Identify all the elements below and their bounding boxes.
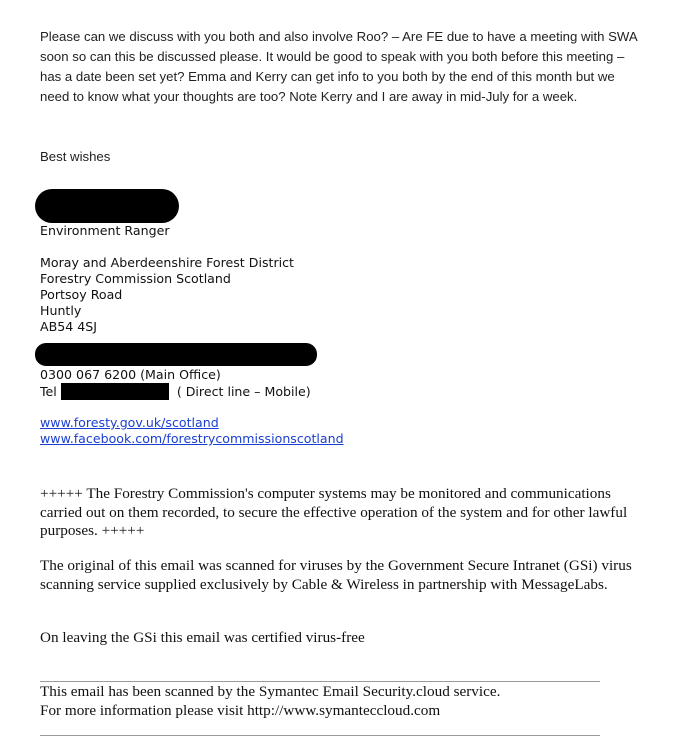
email-body: Please can we discuss with you both and also involve Roo? – Are FE due to have a meeting with SWA soon so can this be discussed please. It would be good to speak with you both before this meeting – has a date been set yet? Emma and Kerry can get info to you both by the end of this month but we need to know what your thoughts are too? Note Kerry and I are away in mid-July for a week. <box>40 29 637 104</box>
redacted-phone <box>61 383 169 400</box>
virus-free-notice: On leaving the GSi this email was certified virus-free <box>40 629 365 646</box>
address-line: Portsoy Road <box>40 287 123 302</box>
footer-divider-bottom <box>40 735 600 736</box>
redacted-contact <box>35 343 317 366</box>
address-line: Forestry Commission Scotland <box>40 271 231 286</box>
address-line: Huntly <box>40 303 82 318</box>
signature-phones <box>40 367 311 400</box>
phone-main: 0300 067 6200 (Main Office) <box>40 367 221 382</box>
tel-suffix: ( Direct line – Mobile) <box>176 383 311 399</box>
redacted-name <box>35 189 179 223</box>
address-line: Moray and Aberdeenshire Forest District <box>40 255 294 270</box>
closing: Best wishes <box>40 149 111 164</box>
website-link[interactable]: www.foresty.gov.uk/scotland <box>40 415 219 430</box>
address-line: AB54 4SJ <box>40 319 98 334</box>
monitoring-notice: +++++ The Forestry Commission's computer systems may be monitored and communications carried out on them recorded, to secure the effective operation of the system and for other lawful purposes. +++++ <box>40 485 628 539</box>
tel-label: Tel <box>40 383 57 399</box>
symantec-info-line: For more information please visit http://www.symanteccloud.com <box>40 701 441 719</box>
signature-role: Environment Ranger <box>40 223 170 238</box>
footer-divider-top <box>40 681 600 682</box>
facebook-link[interactable]: www.facebook.com/forestrycommissionscotland <box>40 431 344 446</box>
signature-address <box>40 255 294 335</box>
phone-direct <box>40 383 311 400</box>
symantec-footer <box>40 683 500 720</box>
symantec-line: This email has been scanned by the Symantec Email Security.cloud service. <box>40 683 501 700</box>
signature-links <box>40 415 344 447</box>
virus-scan-notice: The original of this email was scanned for viruses by the Government Secure Intranet (GSi) virus scanning service supplied exclusively by Cable & Wireless in partnership with MessageLabs. <box>40 557 632 593</box>
